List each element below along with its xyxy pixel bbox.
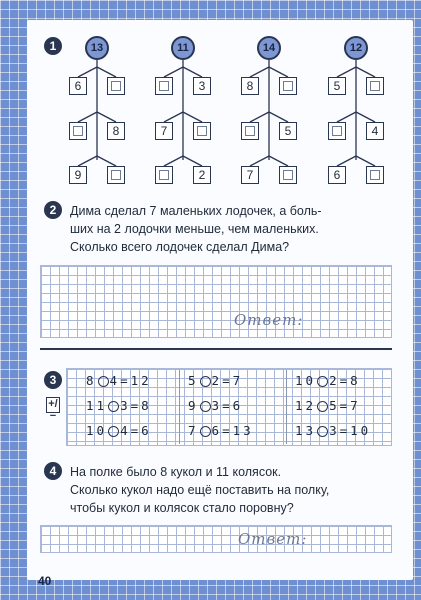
result: 8 — [350, 373, 361, 388]
empty-answer-box[interactable] — [279, 77, 297, 95]
empty-answer-box[interactable] — [155, 77, 173, 95]
equation — [295, 398, 361, 413]
task-2-text — [70, 202, 322, 256]
number-box: 6 — [328, 166, 346, 184]
tree-top-number: 12 — [344, 36, 368, 60]
sign-blank[interactable] — [108, 401, 119, 412]
sign-blank[interactable] — [200, 376, 211, 387]
operand: 10 — [295, 373, 317, 388]
equals-sign: = — [120, 373, 131, 388]
operand: 2 — [329, 373, 340, 388]
equation — [86, 373, 152, 388]
number-box: 7 — [155, 122, 173, 140]
sign-blank[interactable] — [108, 426, 119, 437]
task-4-answer-grid[interactable] — [40, 525, 392, 553]
task-2-number: 2 — [44, 201, 62, 219]
task-2-answer-label: Ответ: — [234, 311, 304, 329]
result: 8 — [141, 398, 152, 413]
operand: 7 — [188, 423, 199, 438]
sign-blank[interactable] — [317, 426, 328, 437]
sign-blank[interactable] — [200, 426, 211, 437]
empty-answer-box[interactable] — [279, 166, 297, 184]
equation — [295, 423, 371, 438]
result: 6 — [232, 398, 244, 413]
number-box: 5 — [328, 77, 346, 95]
sign-blank[interactable] — [317, 376, 328, 387]
task-2-line: ших на 2 лодочки меньше, чем маленьких. — [70, 222, 319, 236]
result: 7 — [350, 398, 361, 413]
operand: 11 — [86, 398, 108, 413]
operand: 3 — [120, 398, 131, 413]
equals-sign: = — [339, 423, 351, 438]
operand: 3 — [211, 398, 223, 413]
number-box: 8 — [107, 122, 125, 140]
operand: 4 — [120, 423, 131, 438]
sign-blank[interactable] — [317, 401, 328, 412]
task-2-answer-grid[interactable] — [40, 265, 392, 338]
task-2-line: Дима сделал 7 маленьких лодочек, а боль- — [70, 204, 322, 218]
equation — [86, 423, 152, 438]
result: 12 — [130, 373, 152, 388]
task-4-text — [70, 463, 329, 517]
plus-minus-icon: +/− — [46, 397, 60, 413]
task-4-line: чтобы кукол и колясок стало поровну? — [70, 501, 294, 515]
number-box: 2 — [193, 166, 211, 184]
number-box: 9 — [69, 166, 87, 184]
empty-answer-box[interactable] — [366, 166, 384, 184]
empty-answer-box[interactable] — [107, 77, 125, 95]
operand: 5 — [188, 373, 199, 388]
equals-sign: = — [130, 398, 142, 413]
sign-blank[interactable] — [98, 376, 109, 387]
task-4-line: На полке было 8 кукол и 11 колясок. — [70, 465, 282, 479]
equals-sign: = — [339, 398, 351, 413]
empty-answer-box[interactable] — [241, 122, 259, 140]
task-2-line: Сколько всего лодочек сделал Дима? — [70, 240, 290, 254]
operand: 5 — [329, 398, 340, 413]
number-box: 5 — [279, 122, 297, 140]
sign-blank[interactable] — [200, 401, 211, 412]
operand: 10 — [86, 423, 108, 438]
empty-answer-box[interactable] — [328, 122, 346, 140]
equation — [188, 398, 243, 413]
number-box: 6 — [69, 77, 87, 95]
equals-sign: = — [222, 423, 233, 438]
tree-top-number: 14 — [257, 36, 281, 60]
number-box: 7 — [241, 166, 259, 184]
tree-top-number: 13 — [85, 36, 109, 60]
result: 13 — [232, 423, 254, 438]
equation — [86, 398, 152, 413]
number-box: 8 — [241, 77, 259, 95]
operand: 12 — [295, 398, 317, 413]
task-1-number: 1 — [44, 37, 62, 55]
column-divider — [179, 370, 180, 444]
task-4-number: 4 — [44, 462, 62, 480]
operand: 4 — [109, 373, 121, 388]
equals-sign: = — [130, 423, 142, 438]
equals-sign: = — [222, 373, 233, 388]
empty-answer-box[interactable] — [69, 122, 87, 140]
operand: 13 — [295, 423, 317, 438]
equation — [188, 373, 243, 388]
equals-sign: = — [222, 398, 233, 413]
empty-answer-box[interactable] — [193, 122, 211, 140]
operand: 9 — [188, 398, 199, 413]
equation — [295, 373, 361, 388]
number-box: 3 — [193, 77, 211, 95]
empty-answer-box[interactable] — [107, 166, 125, 184]
equals-sign: = — [339, 373, 351, 388]
operand: 8 — [86, 373, 97, 388]
empty-answer-box[interactable] — [366, 77, 384, 95]
tree-top-number: 11 — [171, 36, 195, 60]
number-box: 4 — [366, 122, 384, 140]
operand: 2 — [211, 373, 223, 388]
task-4-line: Сколько кукол надо ещё поставить на полку, — [70, 483, 330, 497]
operand: 3 — [329, 423, 340, 438]
task-2-answer-line[interactable] — [40, 348, 392, 350]
column-divider — [286, 370, 287, 444]
task-3-number: 3 — [44, 371, 62, 389]
empty-answer-box[interactable] — [155, 166, 173, 184]
operand: 6 — [211, 423, 223, 438]
result: 6 — [141, 423, 152, 438]
result: 10 — [350, 423, 372, 438]
result: 7 — [232, 373, 244, 388]
page-number: 40 — [38, 574, 52, 588]
equation — [188, 423, 254, 438]
task-4-answer-label: Ответ: — [238, 530, 308, 548]
